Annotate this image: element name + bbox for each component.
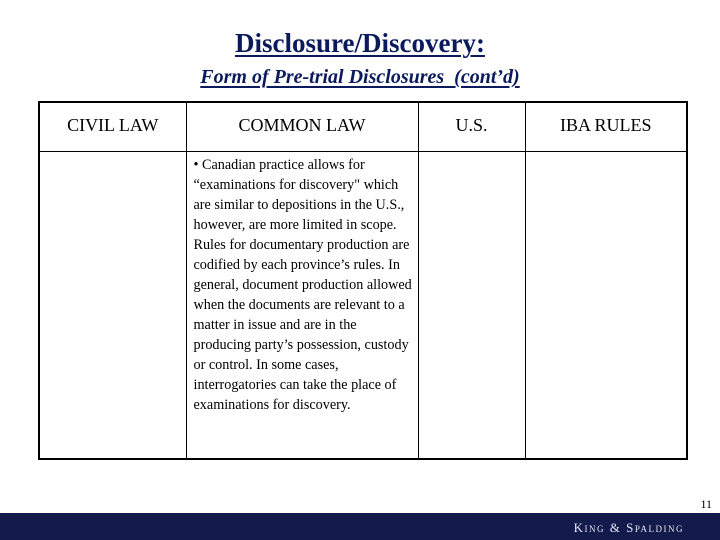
firm-logo: King & Spalding	[573, 520, 684, 535]
table-header-row	[39, 102, 687, 151]
cell-common-law	[186, 151, 418, 459]
slide-title: Disclosure/Discovery:	[235, 28, 485, 58]
header-iba-rules: IBA RULES	[525, 102, 687, 151]
page-number: 11	[700, 497, 712, 511]
table-row	[39, 151, 687, 459]
footer-bar	[0, 513, 720, 540]
slide-subtitle: Form of Pre-trial Disclosures (cont’d)	[200, 66, 520, 88]
cell-us	[418, 151, 525, 459]
cell-civil-law	[39, 151, 186, 459]
header-us: U.S.	[418, 102, 525, 151]
header-civil-law: CIVIL LAW	[39, 102, 186, 151]
cell-iba-rules	[525, 151, 687, 459]
header-common-law: COMMON LAW	[186, 102, 418, 151]
comparison-table	[38, 101, 688, 460]
common-law-text: • Canadian practice allows for “examinations for discovery" which are similar to depositions in the U.S., however, are more limited in scope. Rules for documentary production are codified by each province’s rules. In general, document production allowed when the documents are relevant to a matter in issue and are in the producing party’s possession, custody or control. In some cases, interrogatories can take the place of examinations for discovery.	[193, 156, 412, 413]
